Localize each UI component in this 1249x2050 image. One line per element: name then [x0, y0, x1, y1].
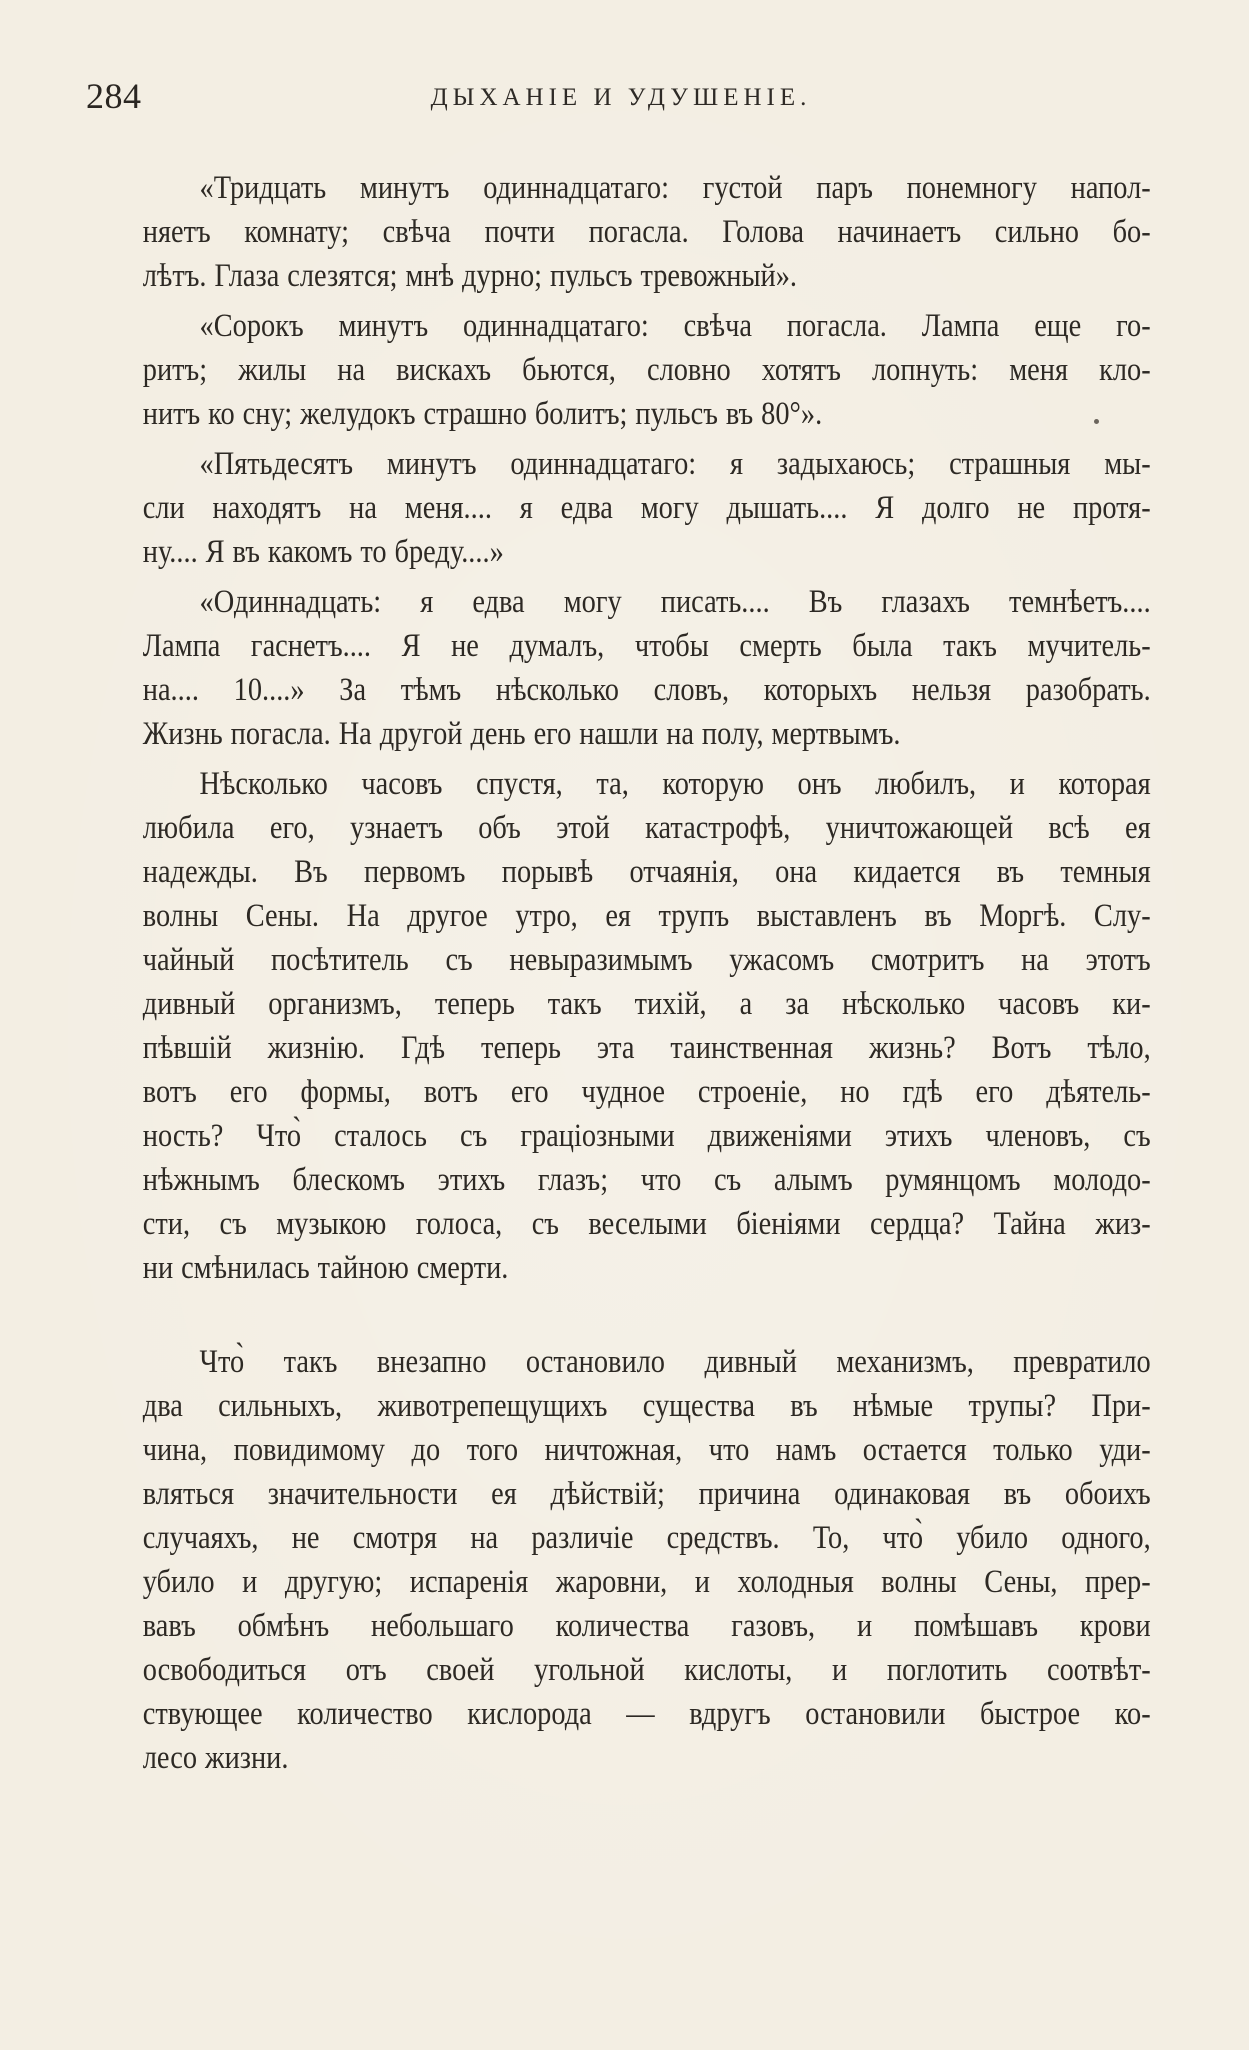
text-line: на.... 10....» За тѣмъ нѣсколько словъ, которыхъ нельзя разобрать.	[142, 672, 1151, 708]
paragraph-1	[86, 166, 1151, 298]
paragraph-5	[86, 762, 1151, 1334]
ink-spot	[1094, 419, 1099, 424]
text-line: «Одиннадцать: я едва могу писать.... Въ глазахъ темнѣетъ....	[199, 584, 1151, 620]
running-title: ДЫХАНІЕ И УДУШЕНІЕ.	[430, 84, 812, 111]
text-line: чина, повидимому до того ничтожная, что намъ остается только уди-	[142, 1432, 1151, 1468]
text-line: два сильныхъ, животрепещущихъ существа въ нѣмые трупы? При-	[142, 1388, 1151, 1424]
text-line: Что̀ такъ внезапно остановило дивный механизмъ, превратило	[199, 1344, 1151, 1380]
text-line: пѣвшій жизнію. Гдѣ теперь эта таинственная жизнь? Вотъ тѣло,	[142, 1030, 1151, 1066]
text-line: Жизнь погасла. На другой день его нашли на полу, мертвымъ.	[142, 716, 901, 752]
text-line: ритъ; жилы на вискахъ бьются, словно хотятъ лопнуть: меня кло-	[142, 352, 1151, 388]
text-line: сти, съ музыкою голоса, съ веселыми біеніями сердца? Тайна жиз-	[142, 1206, 1151, 1242]
text-line: ни смѣнилась тайною смерти.	[142, 1250, 509, 1286]
text-line: чайный посѣтитель съ невыразимымъ ужасомъ смотритъ на этотъ	[142, 942, 1151, 978]
text-line: случаяхъ, не смотря на различіе средствъ. То, что̀ убило одного,	[142, 1520, 1151, 1556]
text-line: лесо жизни.	[142, 1740, 289, 1776]
text-line: лѣтъ. Глаза слезятся; мнѣ дурно; пульсъ тревожный».	[142, 258, 798, 294]
text-line: ствующее количество кислорода — вдругъ остановили быстрое ко-	[142, 1696, 1151, 1732]
text-line: убило и другую; испаренія жаровни, и холодныя волны Сены, прер-	[142, 1564, 1151, 1600]
text-line: Лампа гаснетъ.... Я не думалъ, чтобы смерть была такъ мучитель-	[142, 628, 1151, 664]
text-line: освободиться отъ своей угольной кислоты, и поглотить соотвѣт-	[142, 1652, 1151, 1688]
text-line: вотъ его формы, вотъ его чудное строеніе, но гдѣ его дѣятель-	[142, 1074, 1151, 1110]
text-line: волны Сены. На другое утро, ея трупъ выставленъ въ Моргѣ. Слу-	[142, 898, 1151, 934]
text-line: няетъ комнату; свѣча почти погасла. Голова начинаетъ сильно бо-	[142, 214, 1151, 250]
text-line: надежды. Въ первомъ порывѣ отчаянія, она кидается въ темныя	[142, 854, 1151, 890]
text-line: любила его, узнаетъ объ этой катастрофѣ, уничтожающей всѣ ея	[142, 810, 1151, 846]
text-line: «Сорокъ минутъ одиннадцатаго: свѣча погасла. Лампа еще го-	[199, 308, 1151, 344]
text-line: вляться значительности ея дѣйствій; причина одинаковая въ обоихъ	[142, 1476, 1151, 1512]
text-line: нитъ ко сну; желудокъ страшно болитъ; пульсъ въ 80°».	[142, 396, 823, 432]
text-line: дивный организмъ, теперь такъ тихій, а за нѣсколько часовъ ки-	[142, 986, 1151, 1022]
paragraph-3	[86, 442, 1151, 574]
page-header	[86, 74, 1156, 118]
text-line: Нѣсколько часовъ спустя, та, которую онъ любилъ, и которая	[199, 766, 1151, 802]
text-line: сли находятъ на меня.... я едва могу дышать.... Я долго не протя-	[142, 490, 1151, 526]
body-text	[86, 166, 1151, 1780]
text-line: ну.... Я въ какомъ то бреду....»	[142, 534, 504, 570]
text-line: нѣжнымъ блескомъ этихъ глазъ; что съ алымъ румянцомъ молодо-	[142, 1162, 1151, 1198]
text-line: вавъ обмѣнъ небольшаго количества газовъ, и помѣшавъ крови	[142, 1608, 1151, 1644]
paragraph-4	[86, 580, 1151, 756]
text-line: «Пятьдесятъ минутъ одиннадцатаго: я задыхаюсь; страшныя мы-	[199, 446, 1151, 482]
page-number: 284	[86, 76, 142, 116]
paragraph-6	[86, 1340, 1151, 1780]
text-line: «Тридцать минутъ одиннадцатаго: густой паръ понемногу напол-	[199, 170, 1151, 206]
text-line: ность? Что̀ сталось съ граціозными движеніями этихъ членовъ, съ	[142, 1118, 1151, 1154]
paragraph-2	[86, 304, 1151, 436]
